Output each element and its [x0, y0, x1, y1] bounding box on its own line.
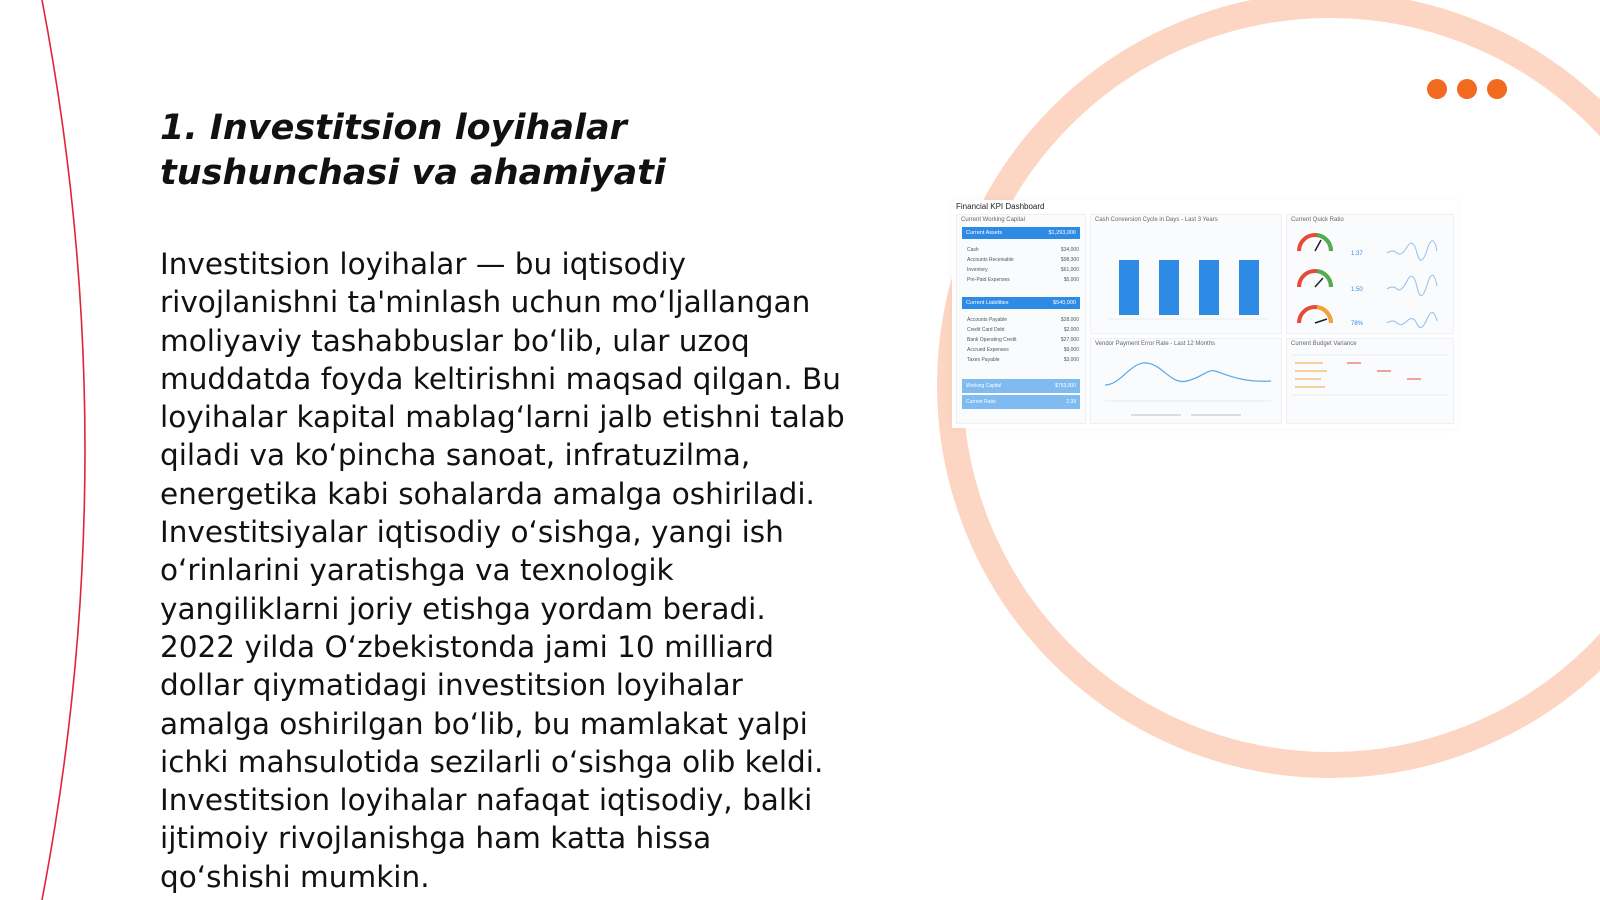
list-item: Accounts Receivable $98,300 [967, 257, 1079, 263]
sparkline-icon [1387, 312, 1437, 327]
gauge-icon [1299, 235, 1331, 251]
current-assets-value: $1,293,000 [1048, 230, 1076, 236]
list-item: Pre-Paid Expenses $5,000 [967, 277, 1079, 283]
slide-title: 1. Investitsion loyihalar tushunchasi va ahamiyati [160, 108, 666, 193]
gauge-icon [1299, 271, 1331, 287]
cash-cycle-chart [1091, 215, 1281, 333]
chart-bar [1239, 260, 1259, 315]
slide-body-text: Investitsion loyihalar — bu iqtisodiy rivojlanishni ta'minlash uchun mo‘ljallangan moliyaviy tashabbuslar bo‘lib, ular uzoq muddatda foyda keltirishni maqsad qilgan. Bu loyihalar kapital mablag‘larni jalb etishni talab qiladi va ko‘pincha sanoat, infratuzilma, energetika kabi sohalarda amalga oshiriladi. Investitsiyalar iqtisodiy o‘sishga, yangi ish o‘rinlarini yaratishga va texnologik yangiliklarni joriy etishga yordam beradi. 2022 yilda O‘zbekistonda jami 10 milliard dollar qiymatidagi investitsion loyihalar amalga oshirilgan bo‘lib, bu mamlakat yalpi ichki mahsulotida sezilarli o‘sishga olib keldi. Investitsion loyihalar nafaqat iqtisodiy, balki ijtimoiy rivojlanishga ham katta hissa qo‘shishi mumkin. [160, 247, 845, 894]
gauges-graphic [1287, 215, 1453, 333]
panel-title: Current Budget Variance [1291, 341, 1357, 347]
left-red-curve [42, 0, 85, 900]
chart-bar [1119, 260, 1139, 315]
orange-dot-icon [1427, 79, 1447, 99]
panel-title: Current Working Capital [961, 217, 1025, 223]
cash-cycle-panel [1090, 214, 1282, 334]
error-rate-line [1091, 339, 1281, 423]
variance-table-graphic [1287, 339, 1453, 423]
current-assets-bar [962, 227, 1080, 239]
list-item: Accounts Payable $28,000 [967, 317, 1079, 323]
current-liabilities-bar [962, 297, 1080, 309]
dashboard-image [952, 200, 1457, 428]
list-item: Inventory $61,000 [967, 267, 1079, 273]
gauge-value: 78% [1351, 321, 1364, 327]
list-item: Bank Operating Credit $27,000 [967, 337, 1079, 343]
current-ratio-bar: Current Ratio 2.39 [962, 395, 1080, 409]
list-item: Cash $34,000 [967, 247, 1079, 253]
orange-dot-icon [1487, 79, 1507, 99]
chart-bar [1159, 260, 1179, 315]
gauge-value: 1.50 [1351, 287, 1363, 293]
gauge-value: 1.37 [1351, 251, 1363, 257]
panel-title: Cash Conversion Cycle in Days - Last 3 Years [1095, 217, 1218, 223]
list-item: Credit Card Debt $2,000 [967, 327, 1079, 333]
dashboard-title: Financial KPI Dashboard [956, 202, 1045, 211]
working-capital-bar: Working Capital $753,000 [962, 379, 1080, 393]
current-liabilities-label: Current Liabilities [966, 300, 1009, 306]
gauge-icon [1299, 307, 1331, 323]
list-item: Accrued Expenses $9,000 [967, 347, 1079, 353]
window-dots [1427, 79, 1507, 99]
error-rate-panel [1090, 338, 1282, 424]
current-liabilities-value: $540,000 [1053, 300, 1076, 306]
current-assets-label: Current Assets [966, 230, 1003, 236]
budget-variance-panel [1286, 338, 1454, 424]
quick-ratio-panel [1286, 214, 1454, 334]
working-capital-panel [956, 214, 1086, 424]
orange-dot-icon [1457, 79, 1477, 99]
sparkline-icon [1387, 241, 1437, 261]
panel-title: Current Quick Ratio [1291, 217, 1344, 223]
sparkline-icon [1387, 275, 1437, 295]
chart-bar [1199, 260, 1219, 315]
list-item: Taxes Payable $3,000 [967, 357, 1079, 363]
panel-title: Vendor Payment Error Rate - Last 12 Months [1095, 341, 1216, 347]
